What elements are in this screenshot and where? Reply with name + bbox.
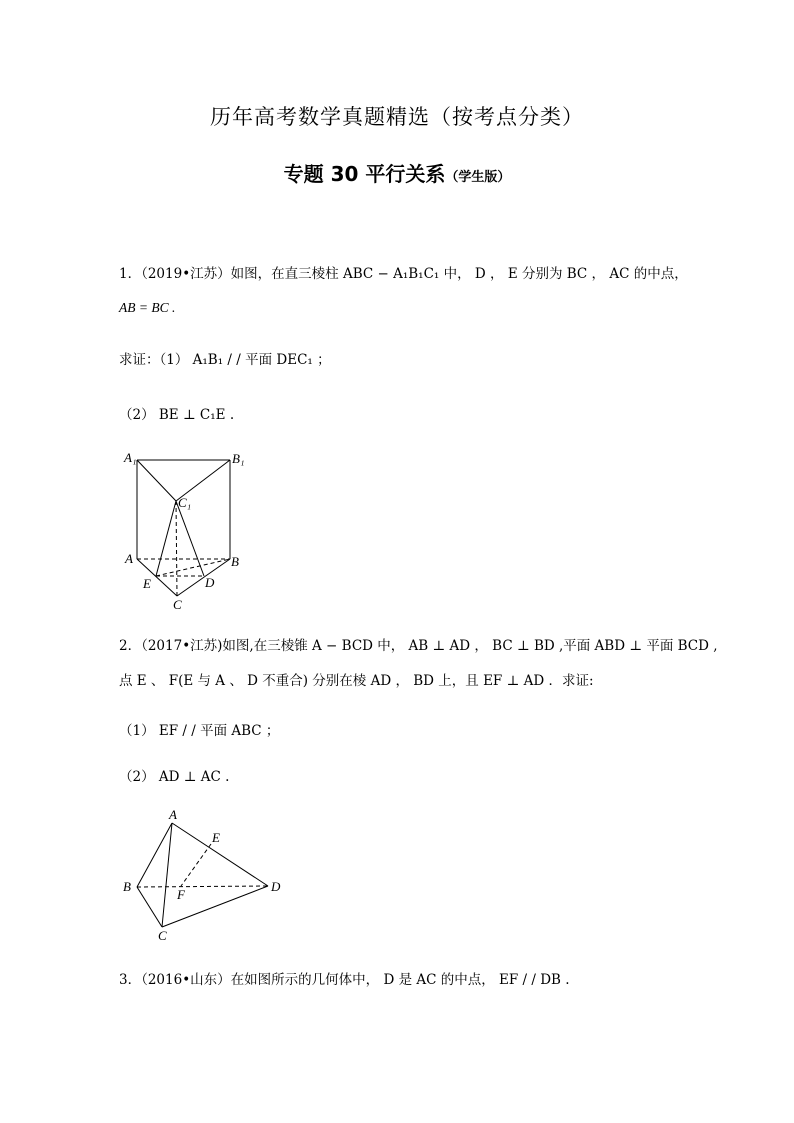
edge-eb-hidden	[156, 559, 230, 576]
problem-1-line-1: 1．（2019•江苏）如图，在直三棱柱 ABC − A₁B₁C₁ 中， D ， E 分别为 BC ， AC 的中点，	[119, 266, 688, 282]
problem-3-line-1: 3．（2016•山东）在如图所示的几何体中， D 是 AC 的中点， EF / / DB .	[119, 972, 570, 988]
label-E: E	[143, 576, 151, 591]
edge-bc	[177, 559, 230, 596]
problem-2-line-1: 2．（2017•江苏)如图,在三棱锥 A − BCD 中， AB ⊥ AD ， BC ⊥ BD ,平面 ABD ⊥ 平面 BCD ,	[119, 638, 718, 654]
page-subtitle	[0, 158, 794, 187]
edge-c1c-hidden	[176, 501, 177, 596]
problem-1-line-4: （2） BE ⊥ C₁E .	[119, 407, 235, 423]
label-B: B	[123, 879, 131, 894]
label-E: E	[212, 830, 220, 845]
page-title: 历年高考数学真题精选（按考点分类）	[210, 105, 584, 129]
problem-1-line-3: 求证：（1） A₁B₁ / / 平面 DEC₁ ；	[119, 352, 331, 368]
figure-tetrahedron	[115, 805, 295, 945]
problem-2-line-2: 点 E 、 F(E 与 A 、 D 不重合) 分别在棱 AD ， BD 上，且 EF ⊥ AD ．求证:	[119, 673, 594, 689]
edge-ef-hidden	[181, 844, 211, 886]
subtitle-main: 专题 30 平行关系	[283, 162, 446, 186]
edge-a1c1	[137, 460, 176, 501]
label-D: D	[205, 575, 215, 590]
edge-c1d	[176, 501, 204, 576]
label-A: A	[125, 551, 133, 566]
label-A1: A₁	[124, 450, 137, 465]
label-C: C	[158, 928, 167, 943]
problem-2-line-4: （2） AD ⊥ AC .	[119, 769, 230, 785]
subtitle-note: （学生版）	[445, 170, 511, 185]
edge-c1e	[156, 501, 176, 576]
label-A: A	[169, 807, 177, 822]
problem-2-line-3: （1） EF / / 平面 ABC ；	[119, 723, 280, 739]
edge-bc	[137, 887, 162, 927]
label-B: B	[231, 554, 239, 569]
label-C1: C₁	[178, 495, 192, 510]
label-F: F	[177, 887, 185, 902]
label-B1: B₁	[232, 451, 245, 466]
label-D: D	[271, 879, 281, 894]
figure-prism	[115, 445, 265, 615]
label-C: C	[173, 597, 182, 612]
edge-ad	[172, 823, 268, 886]
problem-1-line-2: AB = BC .	[119, 300, 176, 315]
edge-bd-hidden	[137, 886, 268, 887]
